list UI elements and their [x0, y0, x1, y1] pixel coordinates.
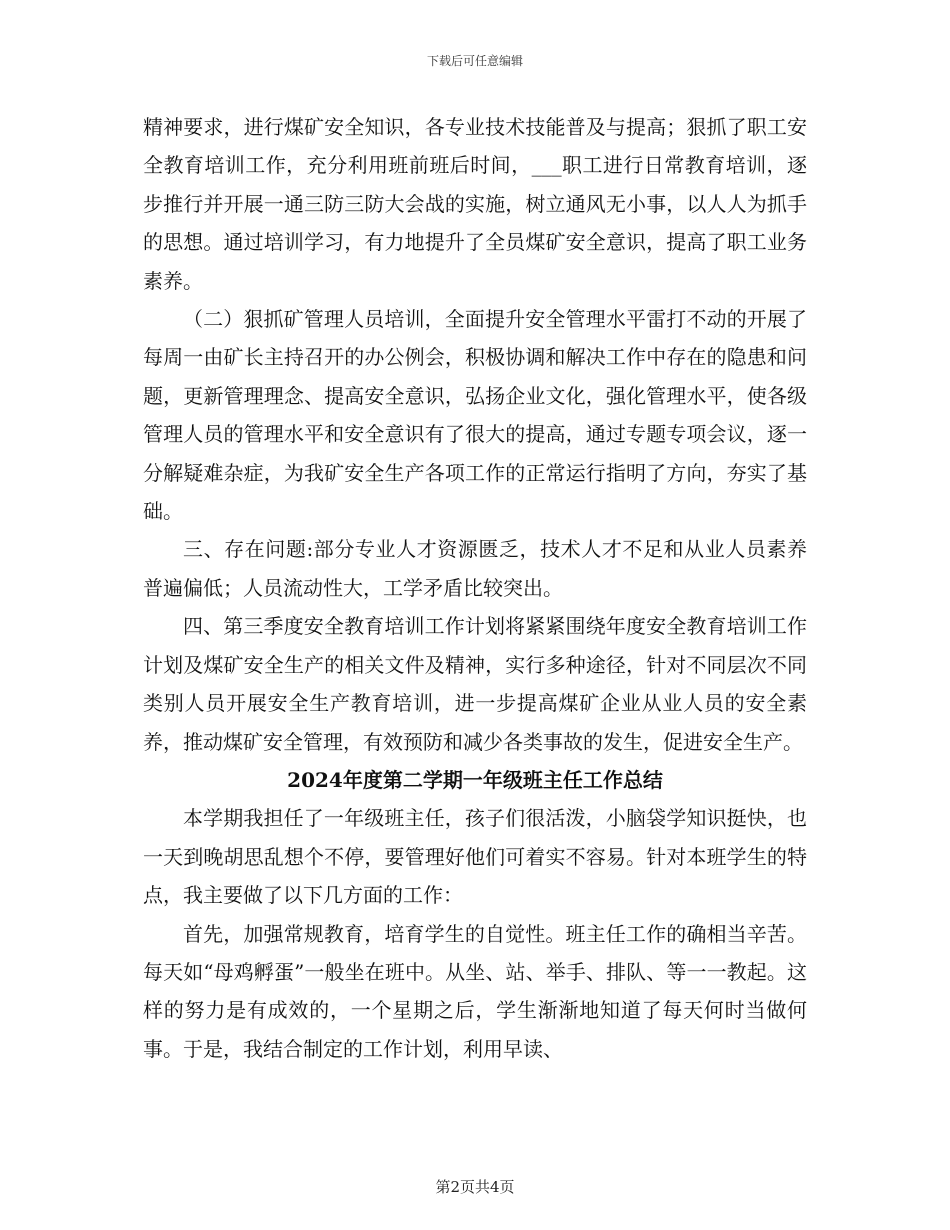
page-number: 第2页共4页: [435, 1178, 515, 1196]
page-header: 下载后可任意编辑: [426, 54, 523, 68]
paragraph: 三、存在问题:部分专业人才资源匮乏，技术人才不足和从业人员素养普遍偏低；人员流动性大，工学矛盾比较突出。: [143, 537, 807, 600]
paragraph: 首先，加强常规教育，培育学生的自觉性。班主任工作的确相当辛苦。每天如“母鸡孵蛋”一般坐在班中。从坐、站、举手、排队、等一一教起。这样的努力是有成效的，一个星期之后，学生渐渐地知道了每天何时当做何事。于是，我结合制定的工作计划，利用早读、: [143, 921, 807, 1061]
section-title: 2024年度第二学期一年级班主任工作总结: [287, 767, 663, 792]
paragraph: 本学期我担任了一年级班主任，孩子们很活泼，小脑袋学知识挺快，也一天到晚胡思乱想个不停，要管理好他们可着实不容易。针对本班学生的特点，我主要做了以下几方面的工作：: [143, 806, 807, 908]
paragraph: 四、第三季度安全教育培训工作计划将紧紧围绕年度安全教育培训工作计划及煤矿安全生产的相关文件及精神，实行多种途径，针对不同层次不同类别人员开展安全生产教育培训，进一步提高煤矿企业从业人员的安全素养，推动煤矿安全管理，有效预防和减少各类事故的发生，促进安全生产。: [143, 614, 807, 754]
paragraph: 精神要求，进行煤矿安全知识，各专业技术技能普及与提高；狠抓了职工安全教育培训工作，充分利用班前班后时间，___职工进行日常教育培训，逐步推行并开展一通三防三防大会战的实施，树立通风无小事，以人人为抓手的思想。通过培训学习，有力地提升了全员煤矿安全意识，提高了职工业务素养。: [143, 115, 807, 293]
paragraph: （二）狠抓矿管理人员培训，全面提升安全管理水平雷打不动的开展了每周一由矿长主持召开的办公例会，积极协调和解决工作中存在的隐患和问题，更新管理理念、提高安全意识，弘扬企业文化，强化管理水平，使各级管理人员的管理水平和安全意识有了很大的提高，通过专题专项会议，逐一分解疑难杂症，为我矿安全生产各项工作的正常运行指明了方向，夯实了基础。: [143, 307, 807, 524]
document-body: [143, 108, 807, 1068]
